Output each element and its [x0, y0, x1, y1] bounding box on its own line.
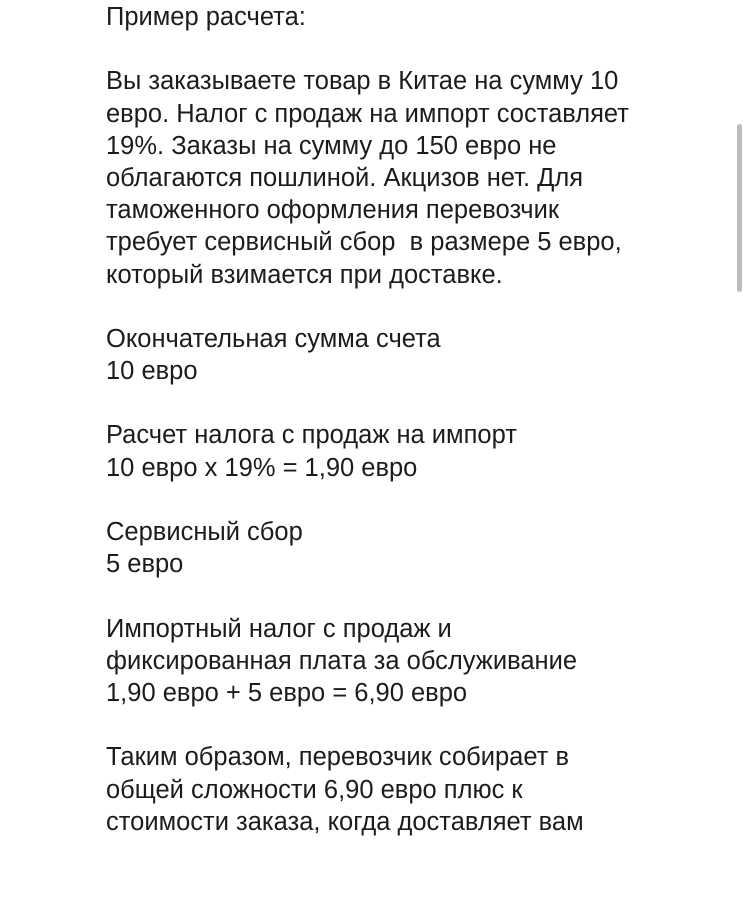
intro-line: 19%. Заказы на сумму до 150 евро не	[106, 131, 557, 160]
conclusion-line: общей сложности 6,90 евро плюс к	[106, 775, 523, 804]
intro-line: облагаются пошлиной. Акцизов нет. Для	[106, 163, 584, 192]
intro-line: таможенного оформления перевозчик	[106, 196, 559, 225]
intro-line: Вы заказываете товар в Китае на сумму 10	[106, 67, 619, 96]
service-fee-value: 5 евро	[106, 550, 184, 579]
conclusion-line: Таким образом, перевозчик собирает в	[106, 743, 569, 772]
service-fee-label: Сервисный сбор	[106, 518, 303, 546]
document-text	[106, 1, 716, 838]
final-amount-label: Окончательная сумма счета	[106, 324, 441, 353]
intro-line: евро. Налог с продаж на импорт составляет	[106, 99, 629, 128]
intro-line: который взимается при доставке.	[106, 260, 503, 289]
final-amount-section	[106, 323, 716, 387]
service-fee-section	[106, 516, 716, 580]
conclusion-paragraph	[106, 741, 716, 838]
heading: Пример расчета:	[106, 3, 306, 31]
intro-line: требует сервисный сбор в размере 5 евро,	[106, 228, 622, 257]
conclusion-line: стоимости заказа, когда доставляет вам	[106, 807, 584, 836]
import-total-section	[106, 613, 716, 710]
import-total-value: 1,90 евро + 5 евро = 6,90 евро	[106, 678, 468, 707]
import-total-label-line: фиксированная плата за обслуживание	[106, 646, 578, 675]
final-amount-value: 10 евро	[106, 357, 198, 386]
tax-calc-value: 10 евро x 19% = 1,90 евро	[106, 453, 418, 482]
tax-calc-label: Расчет налога с продаж на импорт	[106, 421, 517, 450]
intro-paragraph	[106, 65, 716, 290]
import-total-label-line: Импортный налог с продаж и	[106, 614, 452, 643]
vertical-scrollbar[interactable]	[737, 124, 742, 292]
tax-calc-section	[106, 419, 716, 483]
